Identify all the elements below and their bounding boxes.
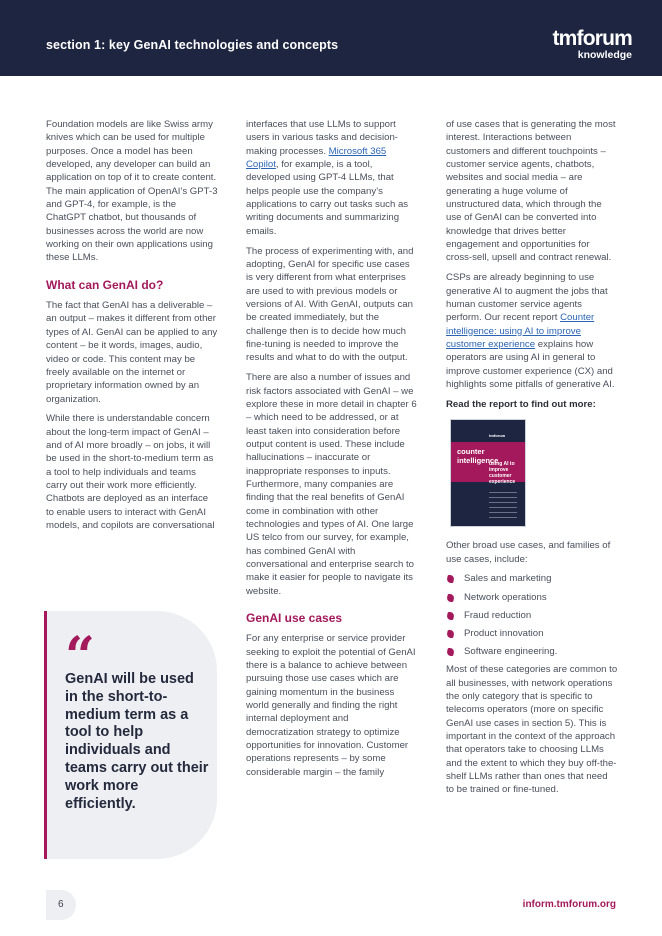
page-number: 6: [58, 899, 64, 910]
bullet-icon: [446, 630, 455, 638]
bullet-icon: [446, 575, 455, 583]
quote-mark-icon: “: [65, 626, 95, 687]
cover-title: counter intelligence: [457, 447, 499, 466]
read-more-label: Read the report to find out more:: [446, 398, 596, 410]
logo-sub: knowledge: [577, 49, 632, 61]
page-header: [0, 0, 662, 76]
paragraph: [246, 118, 418, 238]
paragraph: of use cases that is generating the most interest. Interactions between customers and different touchpoints – customer service agents, chatbots, websites and social media – are generating a huge volume of unstructured data, which through the use of GenAI can be converted into knowledge that drives better engagement and opportunities for cross-sell, upsell and contract renewal.: [446, 119, 616, 264]
footer-url-link[interactable]: inform.tmforum.org: [522, 899, 616, 910]
column-1: [46, 118, 218, 539]
list-item: [446, 627, 618, 640]
paragraph: Foundation models are like Swiss army knives which can be used for multiple purposes. Once a model has been developed, any developer can build an application on top of it to create content. The main application of OpenAI’s GPT-3 and GPT-4, for example, is the ChatGPT chatbot, but thousands of businesses across the world are now working on their own applications using these LLMs.: [46, 119, 218, 264]
list-item: [446, 645, 618, 658]
column-3: [446, 118, 618, 803]
bullet-icon: [446, 648, 455, 656]
list-item-label: Product innovation: [464, 627, 544, 639]
paragraph: Other broad use cases, and families of use cases, include:: [446, 540, 611, 565]
list-item-label: Network operations: [464, 591, 547, 603]
bullet-icon: [446, 594, 455, 602]
section-title: section 1: key GenAI technologies and concepts: [46, 38, 339, 52]
microsoft-copilot-link[interactable]: Microsoft 365 Copilot: [246, 145, 387, 171]
heading-genai-use-cases: GenAI use cases: [246, 611, 343, 626]
list-item: [446, 609, 618, 622]
text-run: interfaces that use LLMs to support users in various tasks and decision-making processes.: [246, 119, 398, 157]
report-cover-thumbnail[interactable]: [450, 419, 526, 527]
cover-decoration: [489, 492, 517, 518]
paragraph: [446, 271, 618, 391]
pull-quote-text: GenAI will be used in the short-to-medium term as a tool to help individuals and teams carry out their work more efficiently.: [65, 671, 209, 812]
column-2: [246, 118, 418, 786]
counter-intelligence-report-link[interactable]: Counter intelligence: using AI to improve customer experience: [446, 312, 595, 350]
paragraph: While there is understandable concern about the long-term impact of GenAI – and of AI more broadly – on jobs, it will be used in the short-to-medium term as a tool to help individuals and teams carry out their work more efficiently. Chatbots are deployed as an interface to enable users to interact with GenAI models, and copilots are conversational: [46, 413, 215, 532]
bullet-icon: [446, 612, 455, 620]
paragraph: There are also a number of issues and risk factors associated with GenAI – we explore these in more detail in chapter 6 – which need to be addressed, or at least taken into consideration before output content is used. These include hallucinations – inaccurate or inappropriate responses to inputs. Furthermore, many companies are finding that the real benefits of GenAI come in combination with other technologies and types of AI. One large US telco from our survey, for example, has combined GenAI with conversational and enterprise search to make it easier for people to navigate its website.: [246, 372, 417, 597]
paragraph: Most of these categories are common to all businesses, with network operations the only category that is specific to telecoms operators (more on specific GenAI use cases in section 5). This is important in the context of the approach that operators take to choosing LLMs and the extent to which they buy off-the-shelf LLMs rather than ones that need to be trained or fine-tuned.: [446, 664, 618, 796]
heading-what-can-genai-do: What can GenAI do?: [46, 277, 164, 292]
paragraph: For any enterprise or service provider seeking to exploit the potential of GenAI there is a balance to achieve between pursuing those use cases which are gaining momentum in the business world generally and finding the right internal deployment and democratization strategy to optimize opportunities for innovation. Customer operations represents – by some considerable margin – the family: [246, 633, 416, 778]
list-item-label: Fraud reduction: [464, 609, 532, 621]
pull-quote: [44, 611, 217, 859]
use-case-list: [446, 572, 618, 658]
list-item-label: Software engineering.: [464, 646, 558, 658]
list-item: [446, 591, 618, 604]
text-run: , for example, is a tool, developed using GPT-4 LLMs, that helps people use the company’s applications to carry out tasks such as writing documents and summarizing emails.: [246, 159, 409, 237]
paragraph: The fact that GenAI has a deliverable – an output – makes it different from other types of AI. GenAI can be applied to any content – be it words, images, audio, video or code. This content may be freely available on the internet or proprietary information owned by an organization.: [46, 300, 218, 405]
paragraph: The process of experimenting with, and adopting, GenAI for specific use cases is very different from what enterprises are used to with previous models or versions of AI. With GenAI, outputs can be created immediately, but the challenge then is to decide how much fine-tuning is needed to improve the results and what to do with the output.: [246, 245, 414, 364]
tmforum-logo[interactable]: [552, 29, 632, 61]
logo-brand: tmforum: [552, 27, 632, 50]
list-item: [446, 572, 618, 585]
text-run: CSPs are already beginning to use generative AI to augment the jobs that human customer service agents perform. Our recent report: [446, 272, 608, 324]
page-number-badge: [46, 890, 76, 920]
text-run: explains how operators are using AI in general to improve customer experience (CX) and highlights some pitfalls of generative AI.: [446, 339, 615, 391]
cover-logo: tmforum: [489, 433, 506, 439]
cover-subtitle: using AI to improve customer experience: [489, 461, 516, 486]
list-item-label: Sales and marketing: [464, 573, 552, 585]
